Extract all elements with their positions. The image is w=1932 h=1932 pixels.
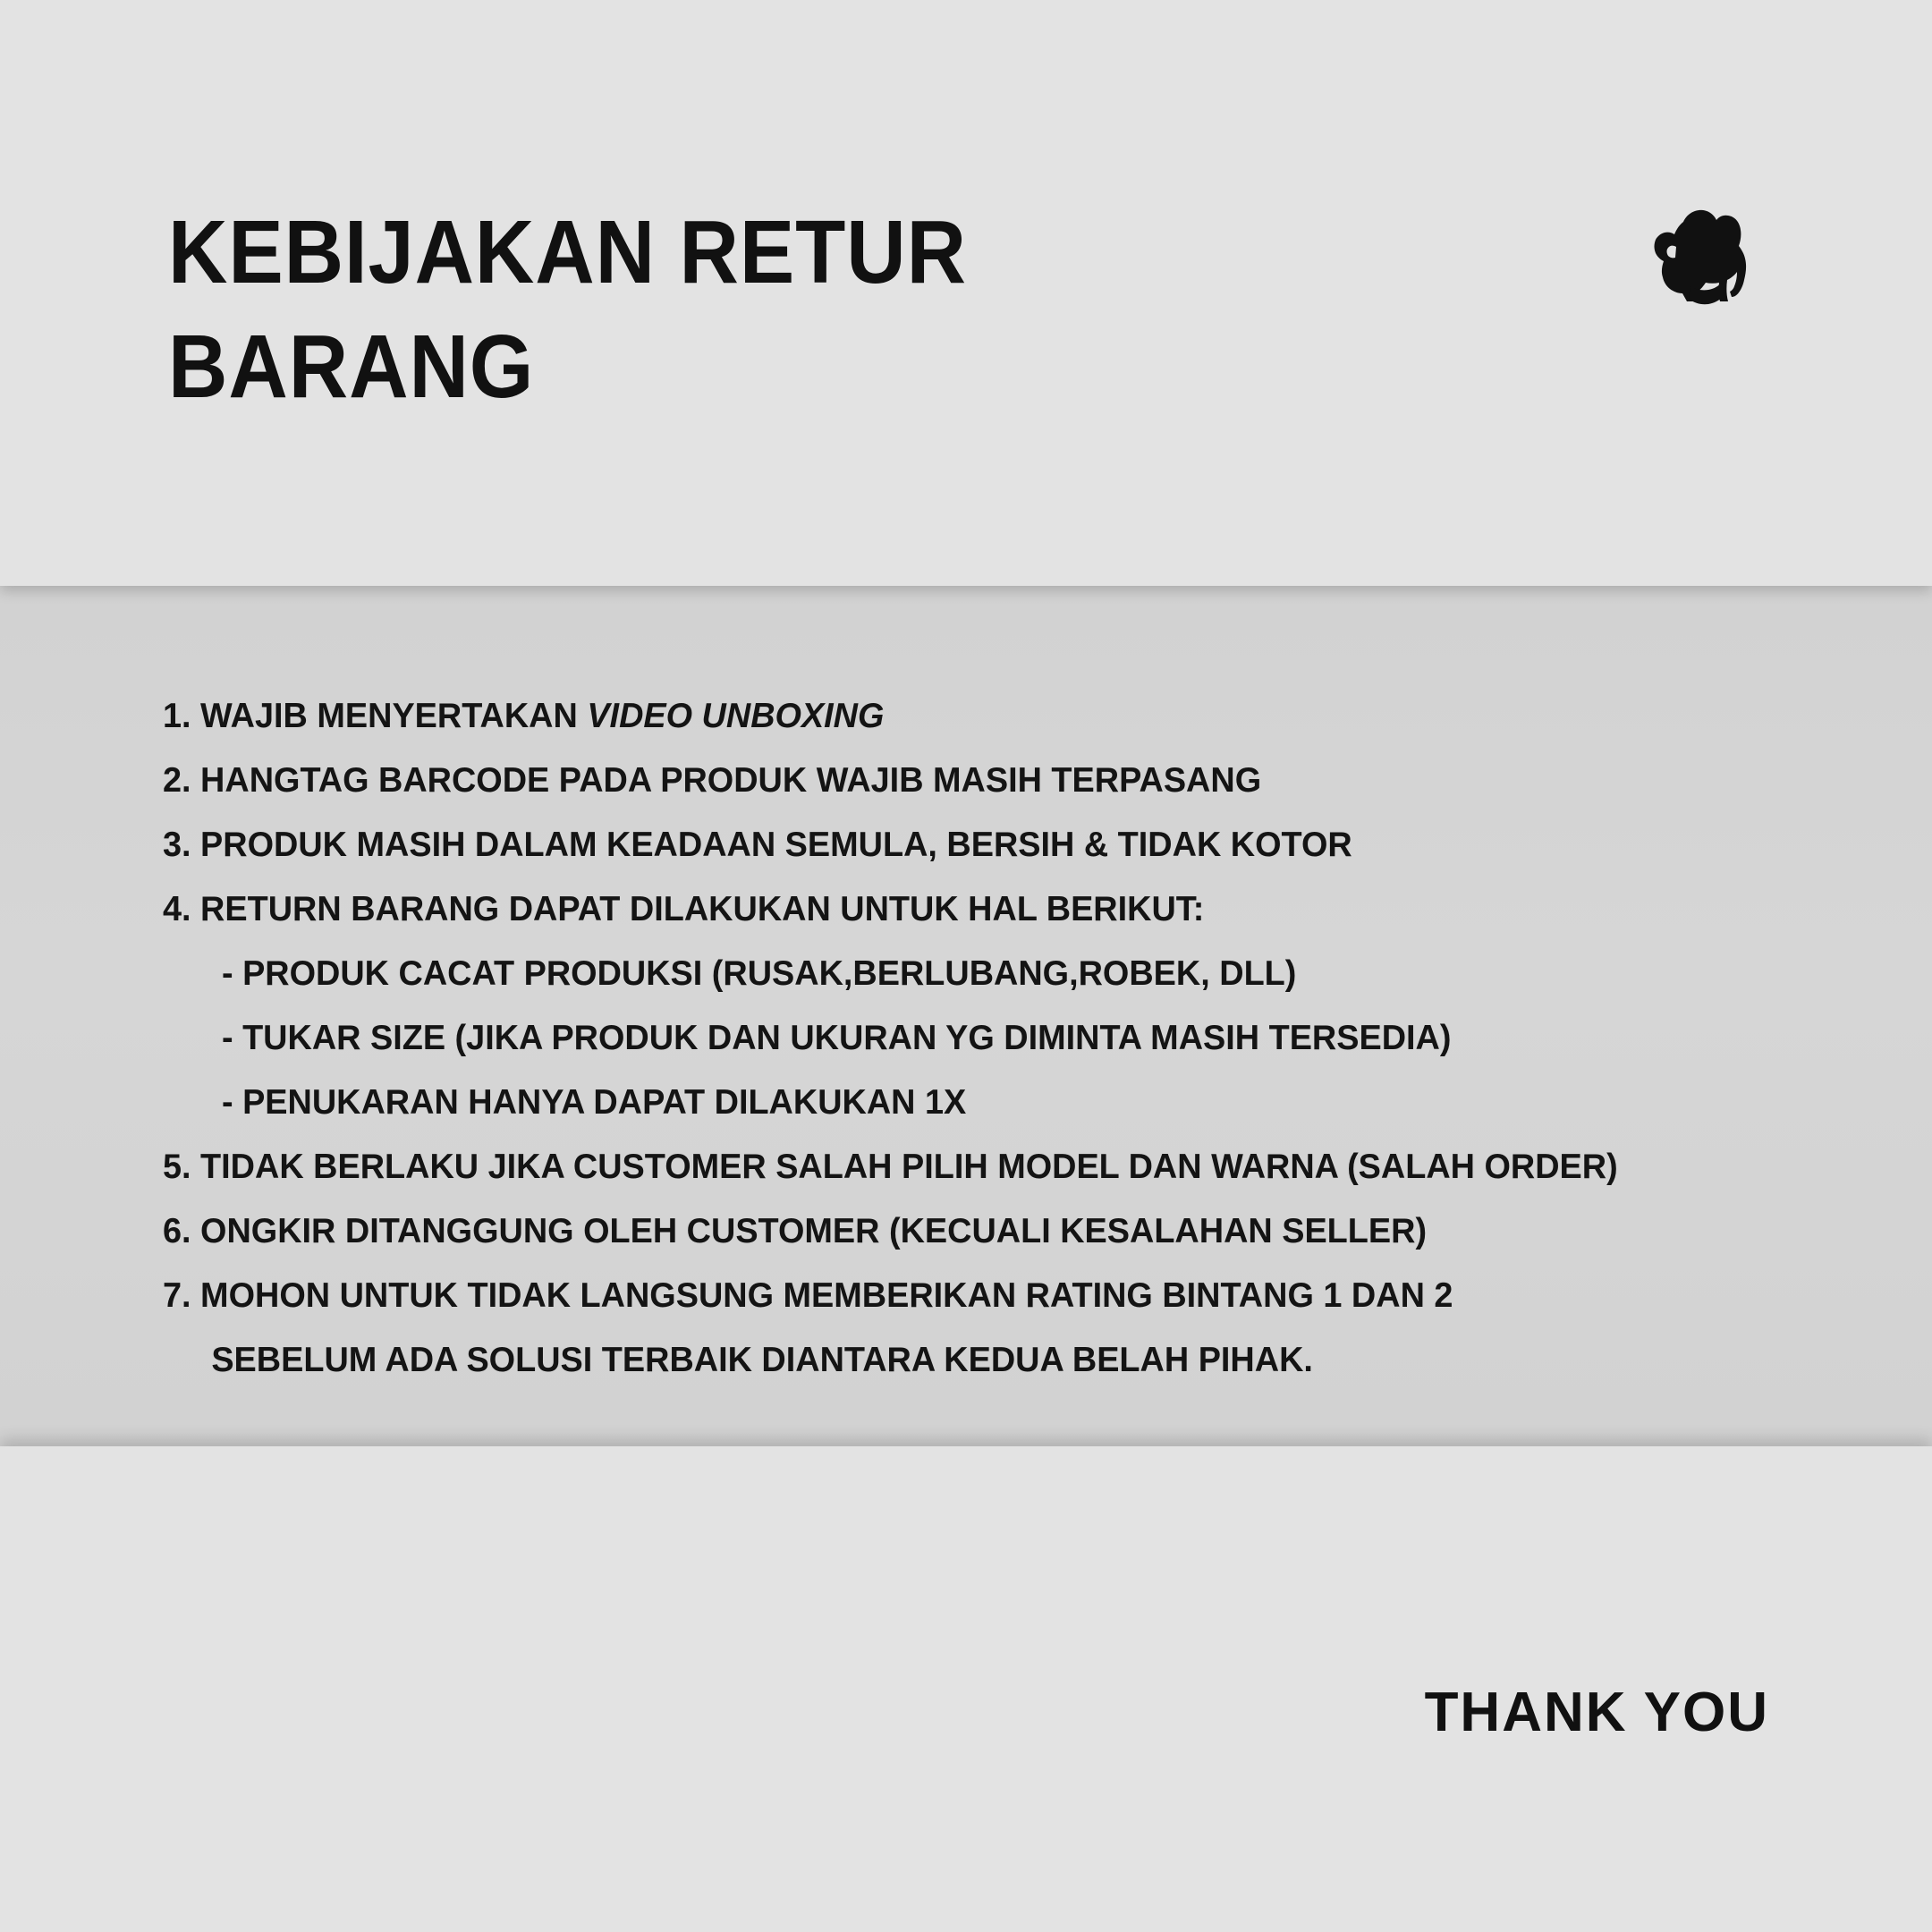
list-item: 6. ONGKIR DITANGGUNG OLEH CUSTOMER (KECUALI KESALAHAN SELLER)	[163, 1212, 1428, 1250]
list-item-text: 1. WAJIB MENYERTAKAN	[163, 697, 588, 735]
list-item: - PENUKARAN HANYA DAPAT DILAKUKAN 1X	[221, 1083, 967, 1122]
list-item	[163, 684, 1750, 749]
footer-band	[0, 1446, 1932, 1932]
header-band	[0, 0, 1932, 586]
page-title-line-2: BARANG	[168, 317, 535, 417]
list-item: 2. HANGTAG BARCODE PADA PRODUK WAJIB MASIH TERPASANG	[163, 761, 1262, 800]
list-item: 7. MOHON UNTUK TIDAK LANGSUNG MEMBERIKAN RATING BINTANG 1 DAN 2	[163, 1276, 1453, 1315]
list-item: - PRODUK CACAT PRODUKSI (RUSAK,BERLUBANG,ROBEK, DLL)	[221, 954, 1297, 993]
gorilla-logo-icon	[1644, 204, 1769, 320]
policy-body	[0, 586, 1932, 1446]
list-item: 5. TIDAK BERLAKU JIKA CUSTOMER SALAH PILIH MODEL DAN WARNA (SALAH ORDER)	[163, 1148, 1618, 1186]
list-item: - TUKAR SIZE (JIKA PRODUK DAN UKURAN YG DIMINTA MASIH TERSEDIA)	[221, 1019, 1452, 1057]
policy-list	[163, 684, 1800, 1393]
thank-you-text: THANK YOU	[1424, 1682, 1769, 1743]
list-item: 4. RETURN BARANG DAPAT DILAKUKAN UNTUK HAL BERIKUT:	[163, 890, 1205, 928]
list-item: 3. PRODUK MASIH DALAM KEADAAN SEMULA, BERSIH & TIDAK KOTOR	[163, 826, 1352, 864]
list-item-emphasis: VIDEO UNBOXING	[587, 697, 885, 735]
page-title	[168, 195, 1037, 424]
list-item: SEBELUM ADA SOLUSI TERBAIK DIANTARA KEDUA BELAH PIHAK.	[211, 1341, 1313, 1379]
page-title-line-1: KEBIJAKAN RETUR	[168, 202, 967, 302]
